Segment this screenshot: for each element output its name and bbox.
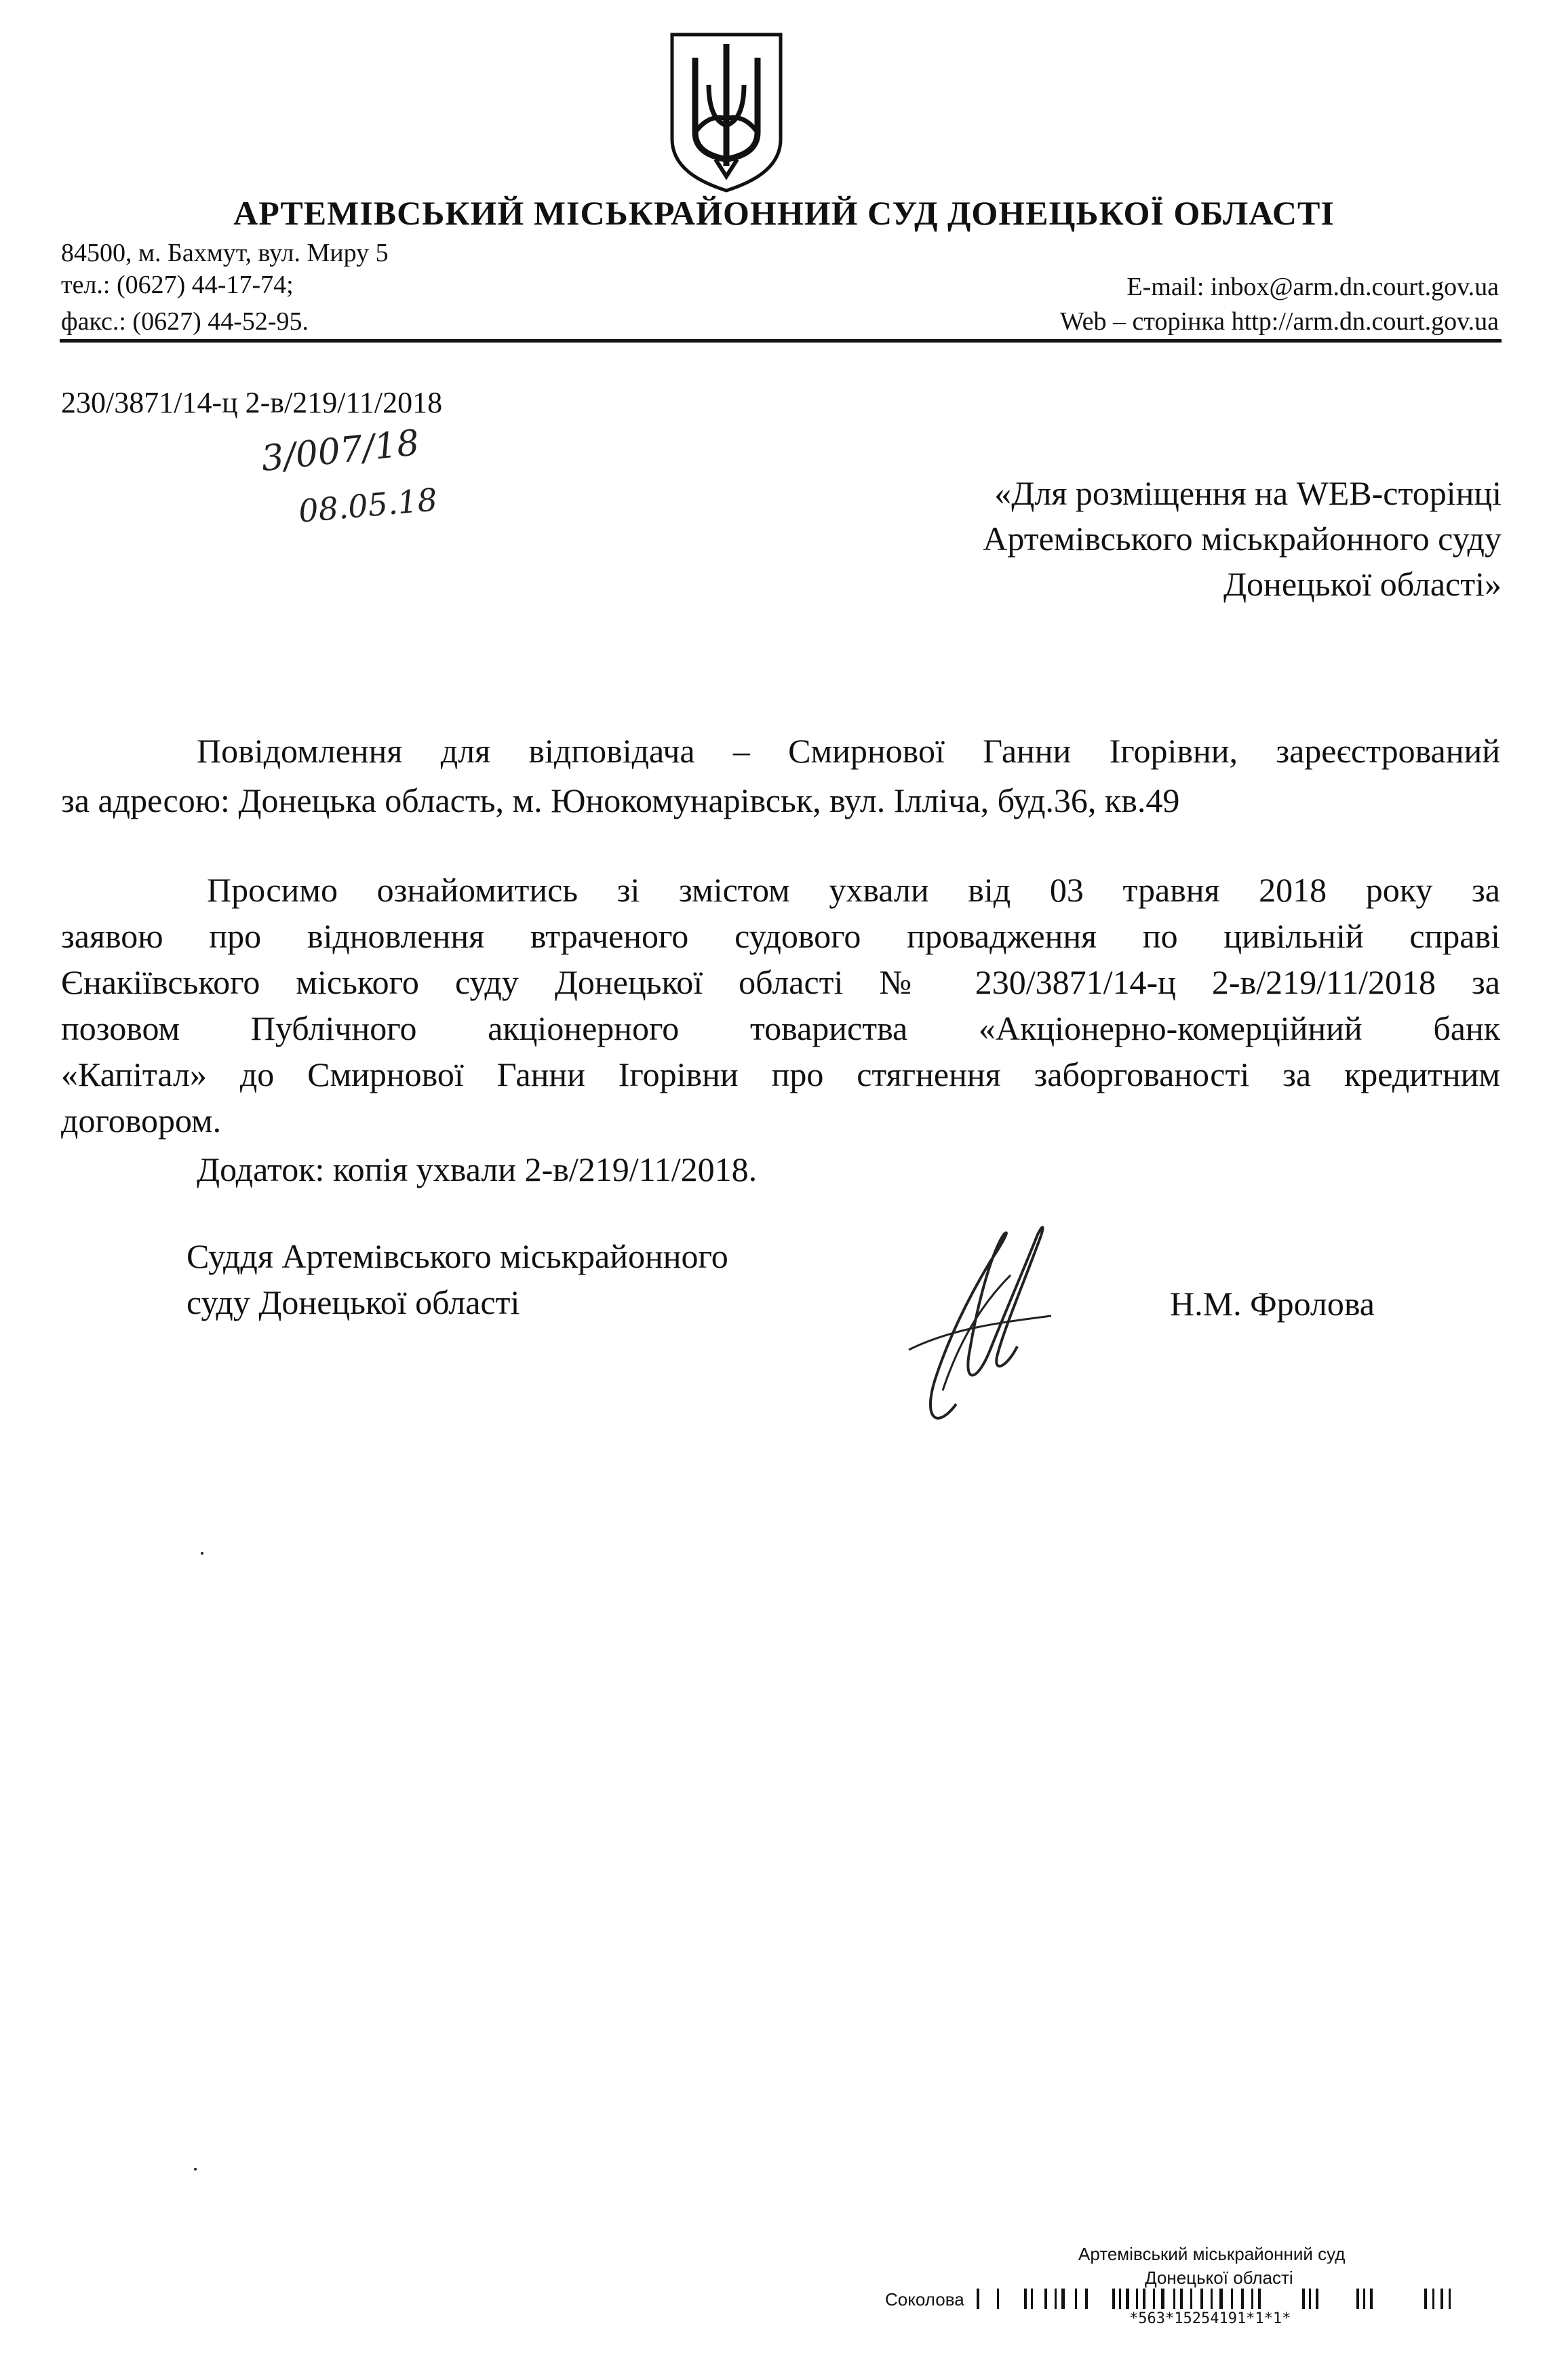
request-line: заявою про відновлення втраченого судового провадження по цивільній справі — [61, 917, 1500, 955]
scan-speck — [194, 2168, 197, 2171]
notice-line: Повідомлення для відповідача – Смирнової Ганни Ігорівни, зареєстрований — [197, 732, 1500, 770]
coat-of-arms-icon — [668, 31, 785, 193]
court-fax: факс.: (0627) 44-52-95. — [61, 307, 309, 336]
court-web: Web – сторінка http://arm.dn.court.gov.ua — [1059, 307, 1499, 336]
handwritten-reg-number: 3/007/18 — [259, 422, 422, 480]
court-phone: тел.: (0627) 44-17-74; — [61, 271, 294, 299]
request-line: Просимо ознайомитись зі змістом ухвали від 03 травня 2018 року за — [207, 871, 1500, 909]
court-address: 84500, м. Бахмут, вул. Миру 5 — [61, 239, 389, 267]
placement-note-line: Артемівського міськрайонного суду — [983, 520, 1502, 558]
request-line: договором. — [61, 1102, 222, 1140]
handwritten-date: 08.05.18 — [297, 481, 439, 530]
placement-note-line: «Для розміщення на WEB-сторінці — [994, 474, 1502, 512]
barcode-number: *563*15254191*1*1* — [1129, 2310, 1291, 2327]
request-line: позовом Публічного акціонерного товариства «Акціонерно-комерційний банк — [61, 1009, 1500, 1047]
handwritten-signature — [895, 1214, 1065, 1438]
scan-speck — [201, 1552, 203, 1555]
attachment-line: Додаток: копія ухвали 2-в/219/11/2018. — [197, 1150, 758, 1188]
stamp-court-line: Артемівський міськрайонний суд — [1078, 2244, 1346, 2264]
judge-name: Н.М. Фролова — [1170, 1285, 1375, 1323]
court-email: E-mail: inbox@arm.dn.court.gov.ua — [1126, 273, 1499, 301]
signature-title: суду Донецької області — [187, 1283, 520, 1321]
placement-note-line: Донецької області» — [1223, 565, 1502, 603]
case-numbers: 230/3871/14-ц 2-в/219/11/2018 — [61, 386, 443, 419]
signature-title: Суддя Артемівського міськрайонного — [187, 1237, 728, 1275]
header-divider — [60, 339, 1502, 343]
request-line: «Капітал» до Смирнової Ганни Ігорівни про стягнення заборгованості за кредитним — [61, 1055, 1500, 1093]
notice-line: за адресою: Донецька область, м. Юнокомунарівськ, вул. Ілліча, буд.36, кв.49 — [61, 781, 1180, 819]
request-line: Єнакіївського міського суду Донецької області № 230/3871/14-ц 2-в/219/11/2018 за — [61, 963, 1500, 1001]
stamp-court-line: Донецької області — [1145, 2268, 1293, 2288]
court-title: АРТЕМІВСЬКИЙ МІСЬКРАЙОННИЙ СУД ДОНЕЦЬКОЇ ОБЛАСТІ — [233, 194, 1335, 232]
stamp-clerk: Соколова — [885, 2289, 964, 2310]
